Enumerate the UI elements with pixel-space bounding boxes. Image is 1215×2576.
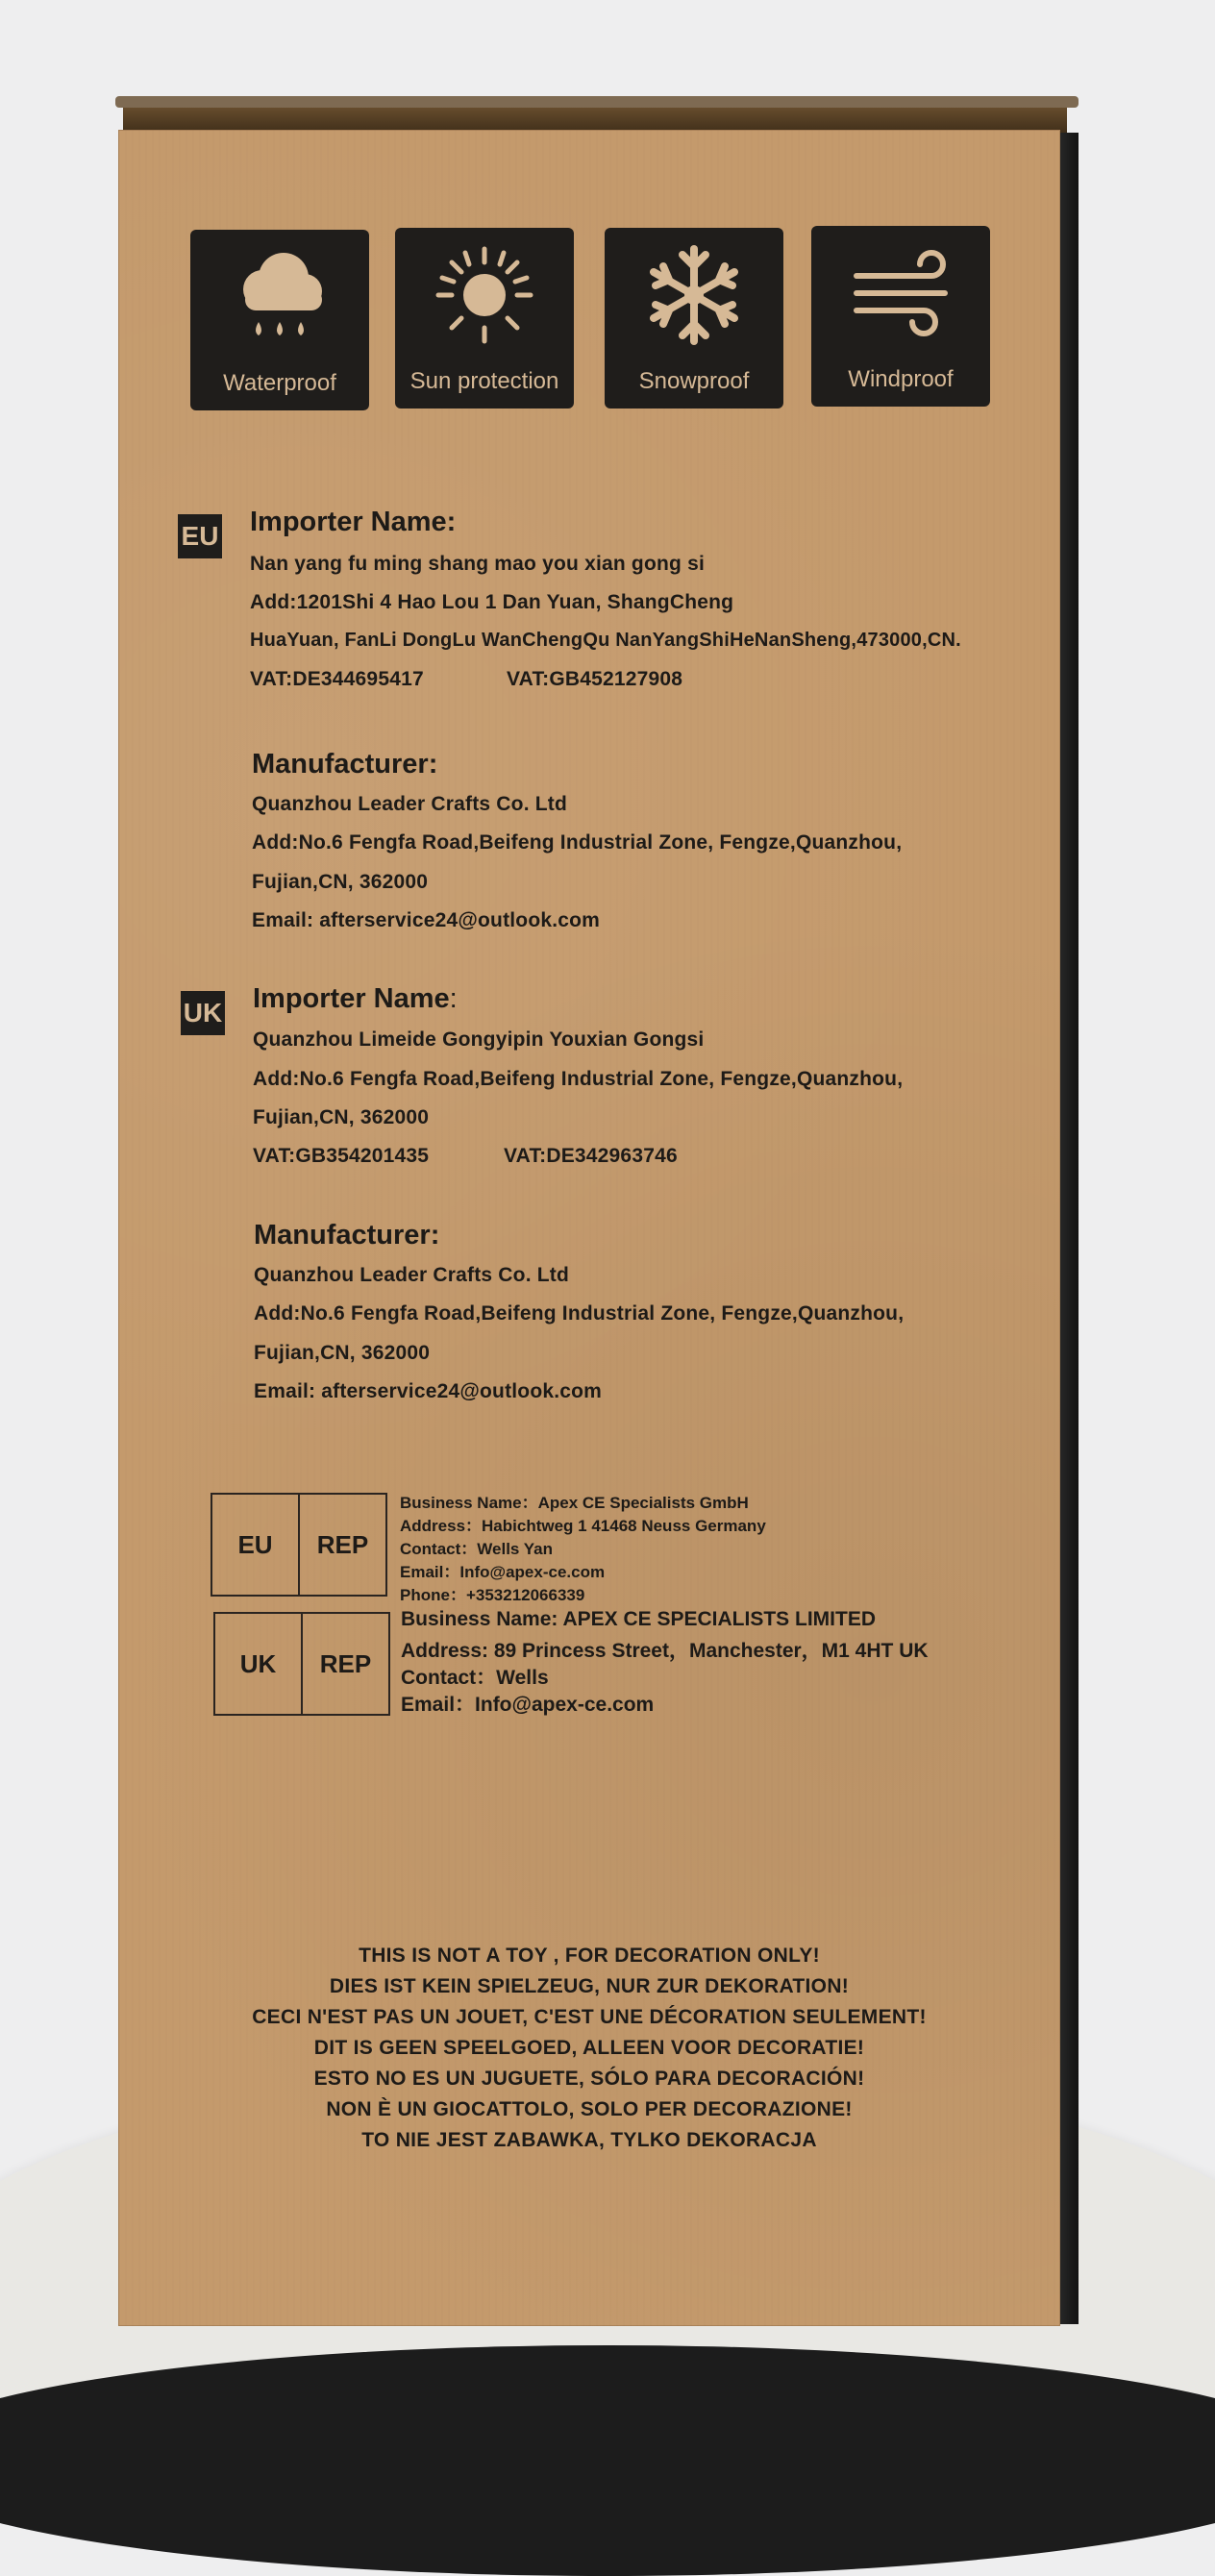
snowproof-label: Snowproof [638,368,750,394]
uk-vat-2: VAT:DE342963746 [504,1145,678,1167]
uk-importer-line: Add:No.6 Fengfa Road,Beifeng Industrial Zone, Fengze,Quanzhou, [253,1068,904,1090]
eu-rep-address: Address：Habichtweg 1 41468 Neuss Germany [400,1517,766,1535]
eu-vat-2: VAT:GB452127908 [507,668,683,690]
eu-importer-line: HuaYuan, FanLi DongLu WanChengQu NanYangShiHeNanSheng,473000,CN. [250,630,961,651]
uk-badge: UK [181,991,225,1035]
disclaimer-line: CECI N'EST PAS UN JOUET, C'EST UNE DÉCORATION SEULEMENT! [252,2006,927,2028]
uk-importer-line: Quanzhou Limeide Gongyipin Youxian Gongsi [253,1028,705,1051]
disclaimer-line: DIT IS GEEN SPEELGOED, ALLEEN VOOR DECORATIE! [313,2037,865,2059]
wind-icon [843,235,958,351]
disclaimer-line: ESTO NO ES UN JUGUETE, SÓLO PARA DECORACIÓN! [313,2068,865,2090]
uk-rep-region: UK [239,1648,277,1678]
eu-rep-email: Email：Info@apex-ce.com [400,1563,606,1581]
windproof-label: Windproof [848,366,954,392]
rain-cloud-icon [222,239,337,355]
eu-badge: EU [178,514,222,558]
box-side-edge [1057,133,1079,2324]
uk-rep-label: REP [301,1614,388,1714]
uk-rep-email: Email：Info@apex-ce.com [401,1694,655,1716]
waterproof-label: Waterproof [223,370,336,396]
eu-manufacturer-line: Quanzhou Leader Crafts Co. Ltd [252,793,568,815]
disclaimer-line: NON È UN GIOCATTOLO, SOLO PER DECORAZIONE! [326,2098,853,2120]
box-top-edge [115,96,1079,108]
eu-rep-label: REP [298,1495,385,1595]
eu-manufacturer-line: Fujian,CN, 362000 [252,871,429,893]
uk-manufacturer-heading: Manufacturer: [254,1220,440,1251]
waterproof-tile [190,230,369,410]
uk-importer-heading-colon: : [449,983,458,1014]
turntable-rim [0,2345,1215,2576]
eu-importer-line: Nan yang fu ming shang mao you xian gong si [250,553,705,575]
snowflake-icon [636,237,752,353]
sun-icon [427,237,542,353]
uk-vat-1: VAT:GB354201435 [253,1145,430,1167]
sun-protection-label: Sun protection [409,368,559,394]
uk-manufacturer-email: Email: afterservice24@outlook.com [254,1380,603,1402]
eu-rep-business-name: Business Name：Apex CE Specialists GmbH [400,1494,749,1512]
disclaimer-line: DIES IST KEIN SPIELZEUG, NUR ZUR DEKORATION! [329,1975,850,1997]
eu-manufacturer-heading: Manufacturer: [252,749,438,780]
windproof-tile [811,226,990,407]
uk-rep-business-name: Business Name: APEX CE SPECIALISTS LIMITED [401,1608,876,1630]
eu-manufacturer-email: Email: afterservice24@outlook.com [252,909,601,931]
uk-importer-heading [253,983,458,1015]
eu-rep-phone: Phone：+353212066339 [400,1586,585,1604]
box-front-panel [118,130,1060,2326]
eu-rep-region: EU [237,1529,273,1559]
uk-importer-line: Fujian,CN, 362000 [253,1106,430,1128]
uk-rep-box [213,1612,390,1716]
disclaimer-line: TO NIE JEST ZABAWKA, TYLKO DEKORACJA [361,2129,817,2151]
uk-manufacturer-line: Quanzhou Leader Crafts Co. Ltd [254,1264,570,1286]
snowproof-tile [605,228,783,409]
eu-importer-line: Add:1201Shi 4 Hao Lou 1 Dan Yuan, ShangCheng [250,591,734,613]
uk-rep-address: Address: 89 Princess Street，Manchester，M1 4HT UK [401,1640,929,1662]
eu-importer-heading: Importer Name: [250,507,457,537]
sun-protection-tile [395,228,574,409]
uk-manufacturer-line: Fujian,CN, 362000 [254,1342,431,1364]
eu-manufacturer-line: Add:No.6 Fengfa Road,Beifeng Industrial Zone, Fengze,Quanzhou, [252,831,903,854]
disclaimer-line: THIS IS NOT A TOY , FOR DECORATION ONLY! [359,1944,820,1967]
eu-rep-box [211,1493,387,1597]
uk-manufacturer-line: Add:No.6 Fengfa Road,Beifeng Industrial Zone, Fengze,Quanzhou, [254,1302,905,1325]
uk-rep-contact: Contact：Wells [401,1667,549,1689]
eu-vat-1: VAT:DE344695417 [250,668,424,690]
uk-importer-heading-text: Importer Name [253,983,450,1014]
eu-rep-contact: Contact：Wells Yan [400,1540,554,1558]
